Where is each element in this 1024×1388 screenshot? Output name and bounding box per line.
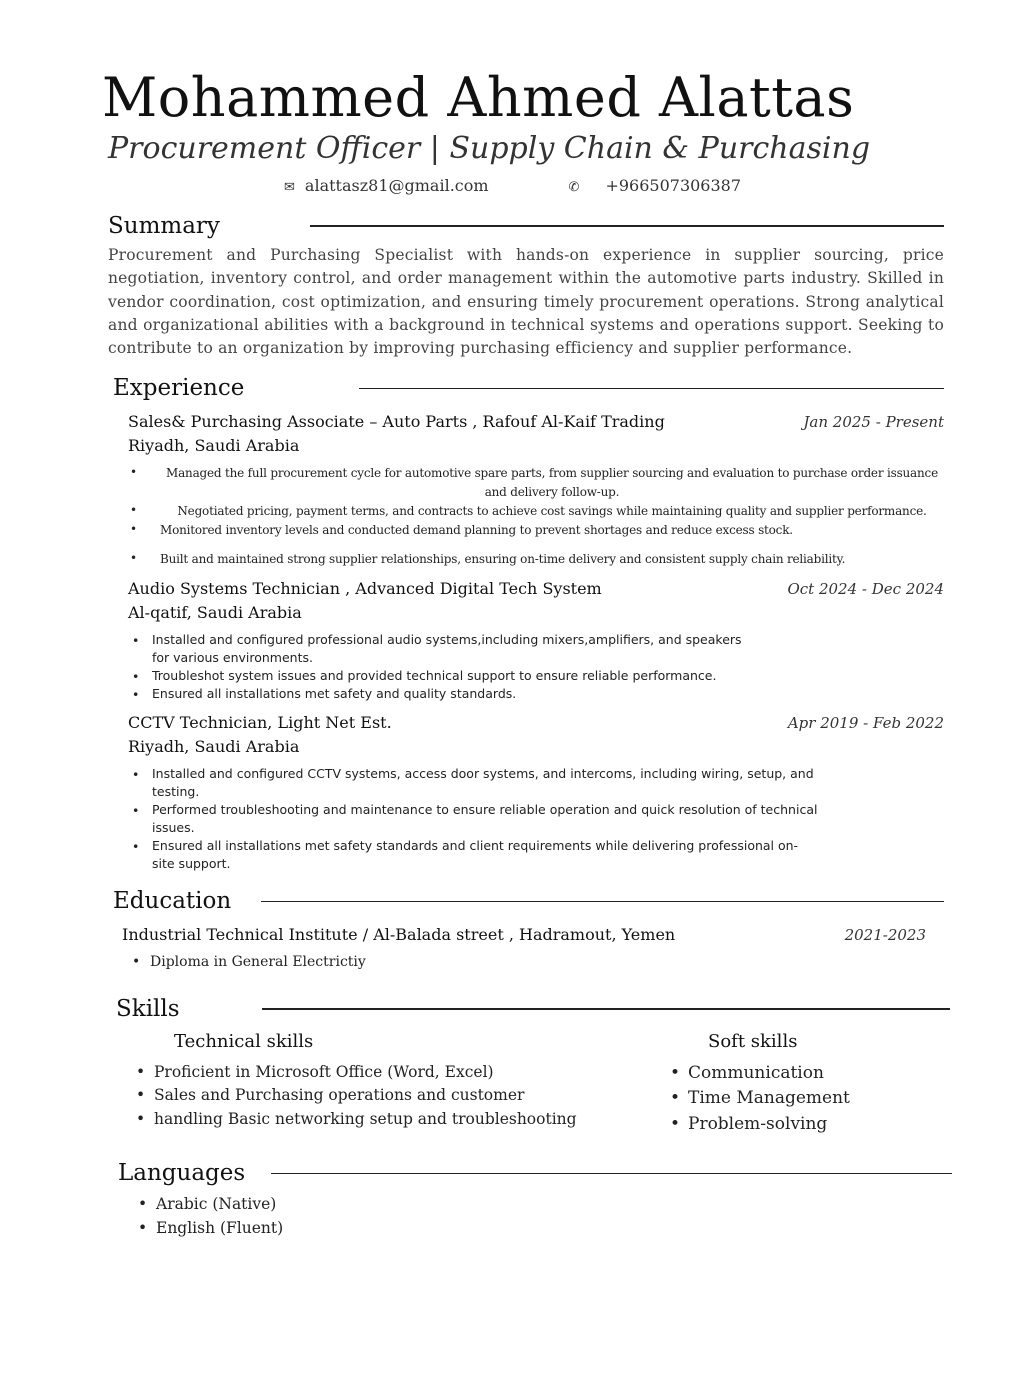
divider <box>271 1173 952 1175</box>
education-header <box>122 923 926 947</box>
divider <box>359 388 944 390</box>
phone-icon: ✆ <box>568 180 580 195</box>
soft-skills-heading: Soft skills <box>708 1030 798 1052</box>
job-header <box>128 711 944 735</box>
languages-heading: Languages <box>118 1160 246 1187</box>
technical-skills-heading: Technical skills <box>174 1030 314 1052</box>
list-item: • Built and maintained strong supplier relationships, ensuring on-time delivery and consistent supply chain reliability. <box>130 550 944 569</box>
job-entry <box>108 410 944 569</box>
job-header <box>128 577 944 601</box>
education-heading: Education <box>113 888 232 915</box>
soft-skills-list <box>666 1061 850 1138</box>
job-location: Riyadh, Saudi Arabia <box>128 737 300 757</box>
envelope-icon: ✉ <box>284 180 295 195</box>
job-dates: Oct 2024 - Dec 2024 <box>787 580 944 599</box>
list-item: • Diploma in General Electrictiy <box>128 951 944 975</box>
job-title: CCTV Technician, Light Net Est. <box>128 713 392 733</box>
skills-section-header <box>116 995 944 1023</box>
job-bullets <box>130 765 820 873</box>
job-title: Sales& Purchasing Associate – Auto Parts , Rafouf Al-Kaif Trading <box>128 412 665 432</box>
education-section-header <box>113 887 944 915</box>
candidate-name: Mohammed Ahmed Alattas <box>102 66 855 129</box>
candidate-title: Procurement Officer | Supply Chain & Purchasing <box>108 131 871 166</box>
list-item: • Sales and Purchasing operations and customer <box>132 1084 642 1108</box>
school-name: Industrial Technical Institute / Al-Balada street , Hadramout, Yemen <box>122 925 676 945</box>
list-item: • Troubleshot system issues and provided technical support to ensure reliable performance. <box>130 667 750 685</box>
skills-columns <box>108 1029 944 1138</box>
job-header <box>128 410 944 434</box>
list-item: • Performed troubleshooting and maintenance to ensure reliable operation and quick resolution of technical issues. <box>130 801 820 837</box>
summary-text: Procurement and Purchasing Specialist with hands-on experience in supplier sourcing, price negotiation, inventory control, and order management within the automotive parts industry. Skilled in vendor coordination, cost optimization, and ensuring timely procurement operations. Strong analytical and organizational abilities with a background in technical systems and operations support. Seeking to contribute to an organization by improving purchasing efficiency and supplier performance. <box>108 246 944 358</box>
list-item: • Time Management <box>666 1086 850 1112</box>
phone-text: +966507306387 <box>605 176 742 195</box>
phone-contact <box>569 176 741 198</box>
list-item: • Installed and configured CCTV systems, access door systems, and intercoms, including wiring, setup, and testing. <box>130 765 820 801</box>
list-item: • Problem-solving <box>666 1112 850 1138</box>
job-dates: Jan 2025 - Present <box>803 413 944 432</box>
experience-section-header <box>113 374 944 402</box>
job-bullets <box>130 631 750 703</box>
divider <box>261 901 944 903</box>
soft-skills-column <box>666 1029 850 1138</box>
list-item: • Ensured all installations met safety standards and client requirements while delivering professional on-site support. <box>130 837 820 873</box>
job-entry <box>108 577 944 703</box>
education-bullets <box>128 951 944 975</box>
email-contact <box>284 176 489 198</box>
list-item: • Ensured all installations met safety and quality standards. <box>130 685 750 703</box>
job-title: Audio Systems Technician , Advanced Digital Tech System <box>128 579 602 599</box>
summary-section-header <box>108 212 944 240</box>
list-item: • handling Basic networking setup and troubleshooting <box>132 1108 642 1132</box>
list-item: • English (Fluent) <box>134 1217 944 1241</box>
technical-skills-column <box>132 1029 642 1138</box>
list-item: • Monitored inventory levels and conducted demand planning to prevent shortages and reduce excess stock. <box>130 521 944 540</box>
job-entry <box>108 711 944 873</box>
list-item: • Installed and configured professional audio systems,including mixers,amplifiers, and speakers for various environments. <box>130 631 750 667</box>
job-location: Riyadh, Saudi Arabia <box>128 436 300 456</box>
list-item: • Proficient in Microsoft Office (Word, Excel) <box>132 1061 642 1085</box>
contact-row <box>284 176 944 198</box>
skills-heading: Skills <box>116 995 180 1022</box>
languages-list <box>134 1193 944 1240</box>
languages-section-header <box>118 1159 944 1187</box>
divider <box>262 1008 950 1010</box>
job-bullets <box>130 464 944 569</box>
experience-heading: Experience <box>113 375 245 402</box>
education-dates: 2021-2023 <box>844 926 926 945</box>
job-dates: Apr 2019 - Feb 2022 <box>787 714 944 733</box>
list-item: • Communication <box>666 1061 850 1087</box>
list-item: • Arabic (Native) <box>134 1193 944 1217</box>
summary-heading: Summary <box>108 213 220 239</box>
technical-skills-list <box>132 1061 642 1132</box>
job-location: Al-qatif, Saudi Arabia <box>128 603 302 623</box>
list-item: • Negotiated pricing, payment terms, and contracts to achieve cost savings while maintaining quality and supplier performance. <box>130 502 944 521</box>
list-item: • Managed the full procurement cycle for automotive spare parts, from supplier sourcing and evaluation to purchase order issuance and delivery follow-up. <box>130 464 944 502</box>
email-text[interactable]: alattasz81@gmail.com <box>304 176 489 195</box>
divider <box>310 225 944 227</box>
